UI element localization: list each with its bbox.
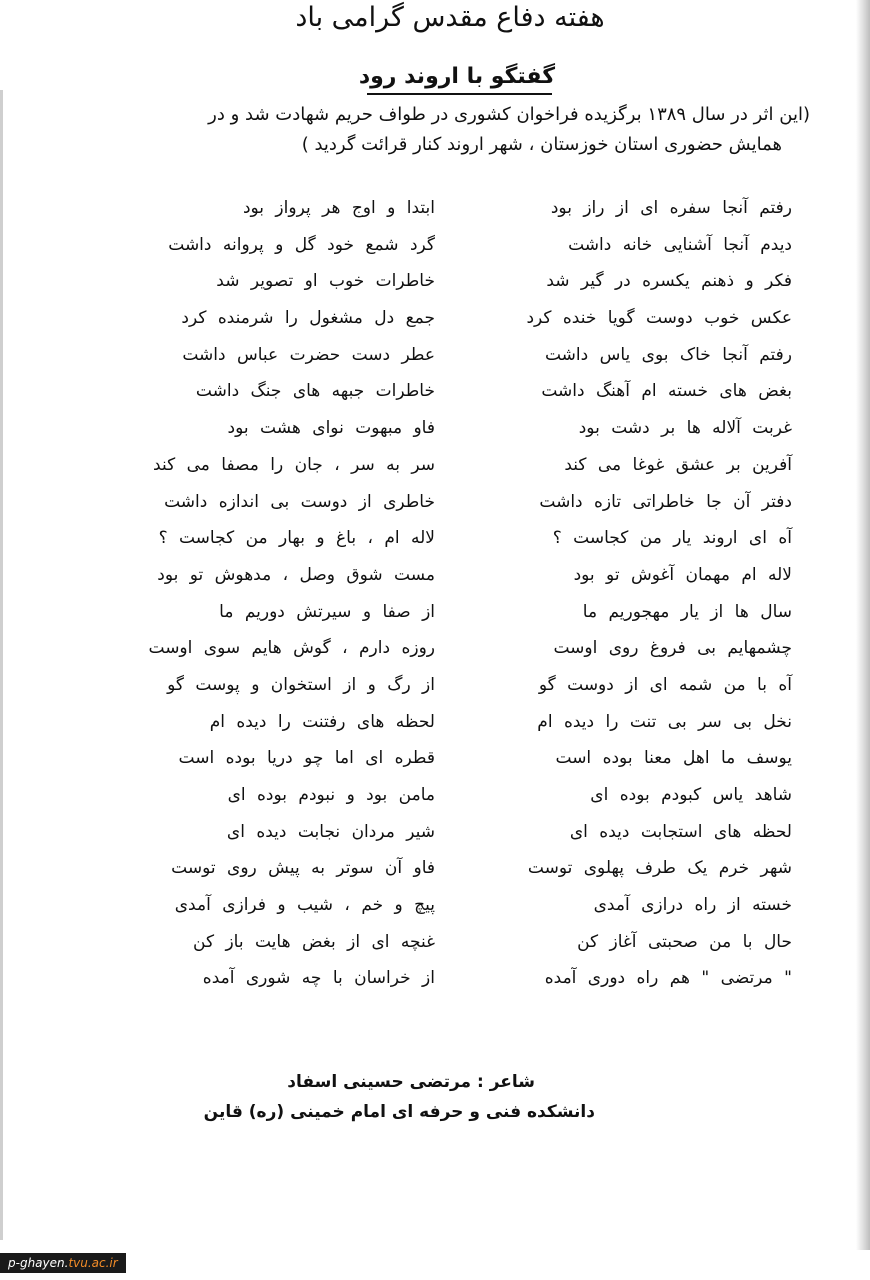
verse-line: شاهد یاس کبودم بوده ای: [590, 785, 792, 805]
poem-left-column: [105, 190, 435, 997]
verse-line: عطر دست حضرت عباس داشت: [182, 344, 435, 365]
verse-line: خاطرات خوب او تصویر شد: [216, 271, 435, 292]
verse-line: خاطری از دوست بی اندازه داشت: [164, 491, 435, 512]
poem-intro: [90, 100, 810, 160]
verse-line: خسته از راه درازی آمدی: [593, 895, 792, 916]
scan-shadow-left: [0, 90, 3, 1240]
verse-line: فاو آن سوتر به پیش روی توست: [171, 858, 435, 879]
verse-line: خاطرات جبهه های جنگ داشت: [195, 381, 435, 402]
verse-line: بغض های خسته ام آهنگ داشت: [541, 381, 792, 402]
verse-line: گرد شمع خود گل و پروانه داشت: [168, 234, 435, 255]
verse-line: از خراسان با چه شوری آمده: [202, 968, 435, 989]
verse-line: رفتم آنجا سفره ای از راز بود: [550, 198, 792, 218]
verse-line: غنچه ای از بغض هایت باز کن: [193, 931, 435, 952]
verse-line: مست شوق وصل ، مدهوش تو بود: [157, 564, 435, 585]
verse-line: لاله ام مهمان آغوش تو بود: [573, 564, 792, 585]
verse-line: سر به سر ، جان را مصفا می کند: [153, 454, 435, 475]
verse-line: چشمهایم بی فروغ روی اوست: [553, 638, 792, 659]
scan-shadow-right: [856, 0, 870, 1250]
verse-line: دفتر آن جا خاطراتی تازه داشت: [539, 491, 792, 512]
verse-line: سال ها از یار مهجوریم ما: [582, 601, 792, 622]
site-url-domain: tvu.ac.ir: [68, 1256, 118, 1270]
verse-line: فاو مبهوت نوای هشت بود: [227, 418, 435, 439]
verse-line: جمع دل مشغول را شرمنده کرد: [181, 308, 435, 329]
site-url-prefix: p-ghayen.: [8, 1256, 69, 1270]
verse-line: آه با من شمه ای از دوست گو: [538, 674, 792, 695]
verse-line: عکس خوب دوست گویا خنده کرد: [526, 308, 792, 329]
verse-line: از رگ و از استخوان و پوست گو: [167, 674, 435, 695]
intro-line: (این اثر در سال ۱۳۸۹ برگزیده فراخوان کشوری در طواف حریم شهادت شد و در: [208, 104, 810, 125]
poet-credit: شاعر : مرتضی حسینی اسفاد: [287, 1072, 535, 1092]
site-url-badge[interactable]: [0, 1253, 126, 1273]
verse-line: یوسف ما اهل معنا بوده است: [555, 748, 792, 769]
verse-line: لحظه های استجابت دیده ای: [569, 821, 792, 842]
poem-title-underline: [367, 93, 552, 95]
verse-line: روزه دارم ، گوش هایم سوی اوست: [148, 638, 435, 659]
verse-line: رفتم آنجا خاک بوی یاس داشت: [544, 344, 792, 365]
verse-line: دیدم آنجا آشنایی خانه داشت: [568, 234, 792, 255]
poem-right-column: [512, 190, 792, 997]
verse-line: آفرین بر عشق غوغا می کند: [564, 454, 792, 475]
poem-title: گفتگو با اروند رود: [358, 64, 555, 89]
verse-line: " مرتضی " هم راه دوری آمده: [544, 968, 792, 989]
verse-line: شیر مردان نجابت دیده ای: [226, 821, 435, 842]
verse-line: قطره ای اما چو دریا بوده است: [178, 748, 435, 769]
verse-line: شهر خرم یک طرف پهلوی توست: [527, 858, 792, 879]
verse-line: آه ای اروند یار من کجاست ؟: [552, 528, 792, 549]
school-credit: دانشکده فنی و حرفه ای امام خمینی (ره) قاین: [203, 1102, 595, 1122]
verse-line: غربت آلاله ها بر دشت بود: [578, 418, 792, 439]
verse-line: مامن بود و نبودم بوده ای: [227, 785, 435, 805]
header-title: هفته دفاع مقدس گرامی باد: [295, 2, 605, 33]
verse-line: حال با من صحبتی آغاز کن: [577, 931, 792, 952]
verse-line: لاله ام ، باغ و بهار من کجاست ؟: [158, 528, 435, 549]
intro-line: همایش حضوری استان خوزستان ، شهر اروند کنار قرائت گردید ): [301, 134, 782, 155]
verse-line: پیچ و خم ، شیب و فرازی آمدی: [174, 895, 435, 916]
verse-line: ابتدا و اوج هر پرواز بود: [242, 198, 435, 218]
verse-line: لحظه های رفتنت را دیده ام: [209, 711, 435, 732]
verse-line: فکر و ذهنم یکسره در گیر شد: [546, 271, 792, 292]
verse-line: نخل بی سر بی تنت را دیده ام: [537, 711, 792, 732]
verse-line: از صفا و سیرتش دوریم ما: [219, 601, 435, 622]
